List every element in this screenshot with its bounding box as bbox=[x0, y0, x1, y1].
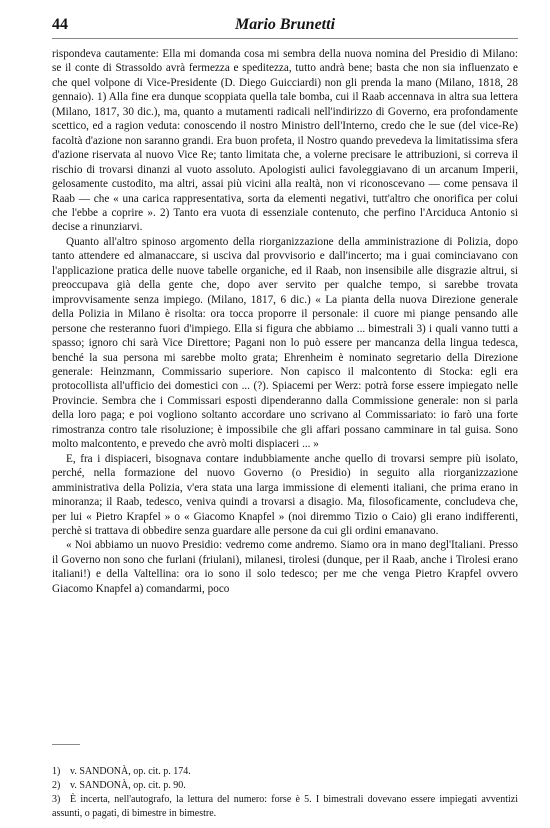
paragraph: Quanto all'altro spinoso argomento della riorganizzazione della amministrazione di Polizia, dopo tanto attendere ed almanaccare, si usciva dal provvisorio e dall'incerto; ma i guai cominciavano con l'applicazione pratica delle nuove tabelle organiche, ed il Raab, non insensibile alle disgrazie altrui, si preoccupava già della gente che, dopo aver servito per qualche tempo, si sarebbe trovata improvvisamente senza impiego. (Milano, 1817, 6 dic.) « La pianta della nuova Direzione generale della Polizia in Milano è risolta: ora tocca proporre il personale: il cuore mi piange pensando alle persone che resteranno fuori d'impiego. Ella si figura che abbiamo ... bimestrali 3) i quali vanno tutti a spasso; ignoro chi sarà Vice Direttore; Pagani non lo può essere per mancanza della lingua tedesca, benché la sua persona mi sarebbe molto grata; Ehrenheim è nominato segretario della Direzione generale: Heinzmann, Commissario superiore. Non capisco il malcontento di Stocka: egli era protocollista all'ufficio dei domestici con ... (?). Spiacemi per Werz: potrà forse essere impiegato nelle Provincie. Sembra che i Commissari esposti dipenderanno dalla Commissione generale: non si parla della loro paga; e poi vogliono soltanto accordare uno scrivano al Commissariato: io farò una forte rimostranza contro tale risoluzione; è impossibile che gli affari possano camminare in tal guisa. Sono molto malcontento, e prevedo che avrò molti dispiaceri ... » bbox=[52, 235, 518, 451]
footnote-mark: 1) bbox=[52, 766, 61, 777]
running-title: Mario Brunetti bbox=[234, 16, 336, 33]
footnote-rule bbox=[52, 744, 80, 745]
running-header bbox=[52, 14, 518, 39]
page-number: 44 bbox=[52, 16, 68, 33]
footnote-text: v. SANDONÀ, op. cit. p. 90. bbox=[70, 780, 186, 791]
footnote-mark: 2) bbox=[52, 780, 61, 791]
body-text bbox=[52, 47, 518, 596]
footnote-mark: 3) bbox=[52, 794, 61, 805]
page bbox=[52, 14, 518, 596]
footnote bbox=[52, 765, 518, 779]
footnote bbox=[52, 793, 518, 821]
footnote bbox=[52, 779, 518, 793]
footnote-text: v. SANDONÀ, op. cit. p. 174. bbox=[70, 766, 191, 777]
paragraph: « Noi abbiamo un nuovo Presidio: vedremo come andremo. Siamo ora in mano degl'Italiani. Presso il Governo non sono che furlani (friulani), milanesi, tirolesi (dunque, per il Raab, anche i Tirolesi erano italiani!) e della Valtellina: ora io sono il solo tedesco; per me che venga Pietro Krapfel ovvero Giacomo Knapfel a) comandarmi, poco bbox=[52, 539, 518, 595]
paragraph: rispondeva cautamente: Ella mi domanda cosa mi sembra della nuova nomina del Presidio di Milano: se il conte di Strassoldo avrà fermezza e speditezza, tutto andrà bene; basta che non sia influenzato e che quel volpone di Vice-Presidente (D. Diego Guicciardi) non gli prenda la mano (Milano, 1818, 28 gennaio). 1) Alla fine era dunque scoppiata quella tale bomba, cui il Raab accennava in altra sua lettera (Milano, 1817, 30 dic.), ma, quanto a mutamenti radicali nell'indirizzo di Governo, era profondamente scettico, ed a ragion veduta: conoscendo il nostro Ministro dell'Interno, credo che le sue (del vice-Re) facoltà d'azione non saranno grandi. Era buon profeta, il Nostro quando prevedeva la limitatissima sfera d'azione riservata al nuovo Vice Re; tanto limitata che, a volerne precisare le attribuzioni, si correva il rischio di trovarsi dinanzi al vuoto assoluto. Apologisti aulici favoleggiavano di un arcanum Imperii, gelosamente custodito, ma altri, assai più vicini alla realtà, non vi riconoscevano — come pensava il Raab — che « una carica rappresentativa, sorta da elementi negativi, tutt'altro che onorifica per colui che l'ebbe a coprire ». 2) Tanto era vuota di essenziale contenuto, che perfino l'Arciduca Antonio si decise a rinunziarvi. bbox=[52, 48, 518, 234]
footnotes bbox=[52, 744, 518, 821]
footnote-text: È incerta, nell'autografo, la lettura del numero: forse è 5. I bimestrali dovevano essere impiegati avventizi assunti, o pagati, di bimestre in bimestre. bbox=[52, 794, 518, 819]
paragraph: E, fra i dispiaceri, bisognava contare indubbiamente anche quello di trovarsi sempre più isolato, perché, nella formazione del nuovo Governo (o Presidio) in seguito alla riorganizzazione amministrativa della Polizia, v'era stata una larga immissione di elementi italiani, che prima erano in minoranza; il Raab, tedesco, veniva quindi a trovarsi a disagio. Ma, filosoficamente, concludeva che, per lui « Pietro Krapfel » o « Giacomo Knapfel » (noi diremmo Tizio o Caio) gli erano indifferenti, perchè si trattava di obbedire senza guardare alle persone da cui gli ordini emanavano. bbox=[52, 452, 518, 537]
